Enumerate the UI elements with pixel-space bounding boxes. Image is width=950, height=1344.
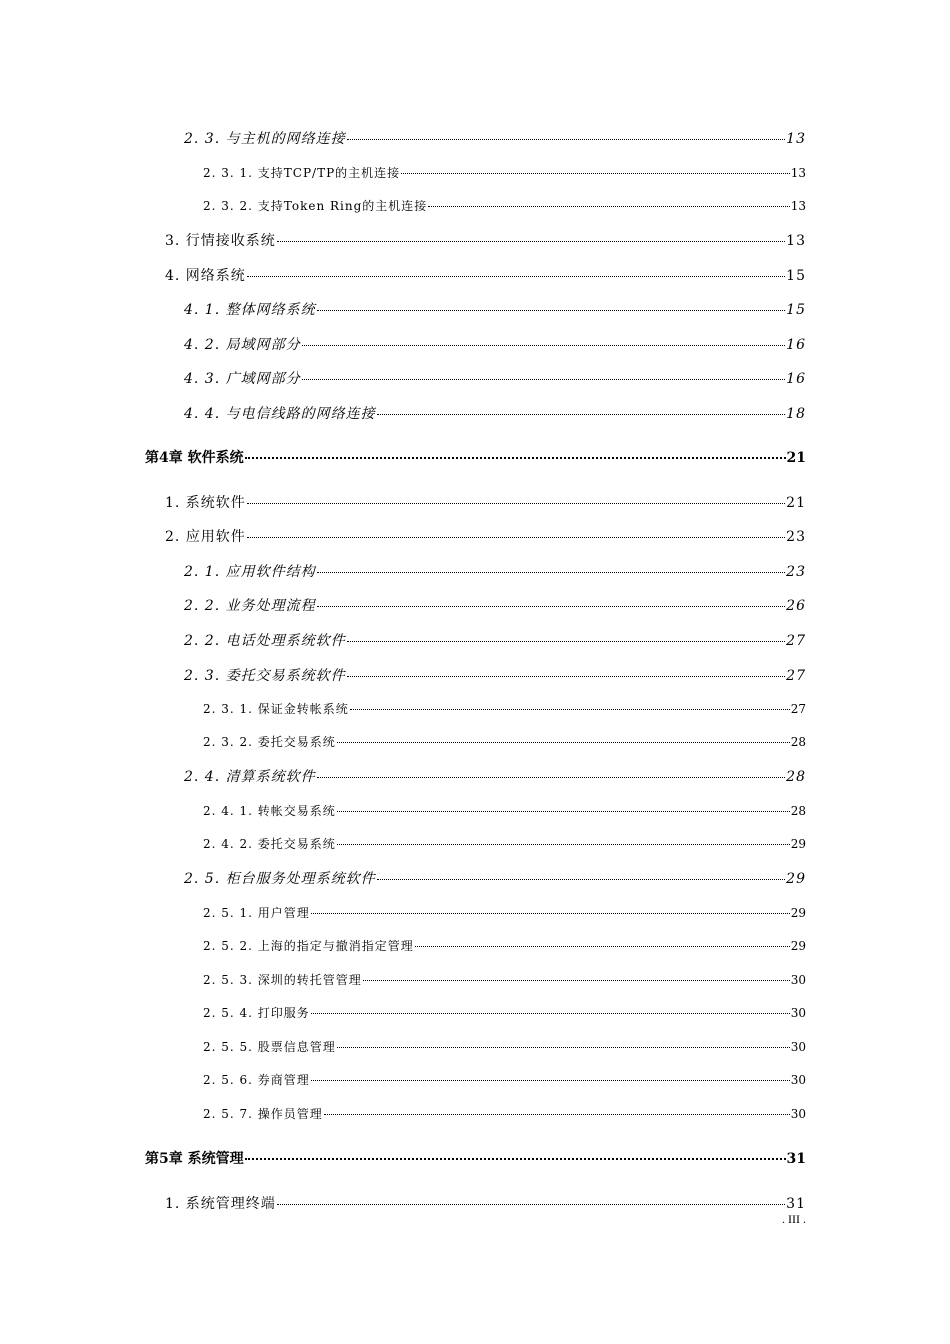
toc-entry-page: 27 <box>786 633 806 649</box>
toc-entry-page: 16 <box>786 371 806 387</box>
toc-entry-page: 18 <box>786 406 806 422</box>
dot-leader <box>317 606 786 607</box>
dot-leader <box>317 310 786 311</box>
toc-entry-label: 2. 3. 2. 支持Token Ring的主机连接 <box>203 199 428 213</box>
toc-entry-label: 4. 2. 局域网部分 <box>184 337 301 353</box>
dot-leader <box>363 980 790 981</box>
toc-entry-page: 23 <box>786 564 806 580</box>
dot-leader <box>245 457 786 459</box>
toc-entry-page: 30 <box>790 1073 806 1087</box>
dot-leader <box>337 1047 790 1048</box>
toc-entry-page: 29 <box>790 837 806 851</box>
toc-entry-label: 2. 5. 3. 深圳的转托管管理 <box>203 973 362 987</box>
toc-entry[interactable] <box>184 128 806 148</box>
toc-entry-label: 第5章 系统管理 <box>145 1151 244 1167</box>
toc-entry-label: 1. 系统管理终端 <box>165 1196 276 1212</box>
toc-entry-page: 13 <box>790 199 806 213</box>
toc-entry-label: 4. 4. 与电信线路的网络连接 <box>184 406 376 422</box>
toc-entry-label: 2. 5. 5. 股票信息管理 <box>203 1040 336 1054</box>
dot-leader <box>347 676 786 677</box>
toc-entry-page: 28 <box>790 735 806 749</box>
dot-leader <box>377 414 786 415</box>
toc-entry-label: 1. 系统软件 <box>165 495 246 511</box>
toc-entry[interactable] <box>203 904 806 921</box>
toc-entry-page: 13 <box>790 166 806 180</box>
toc-entry[interactable] <box>203 971 806 988</box>
toc-entry-page: 30 <box>790 1040 806 1054</box>
toc-entry-label: 2. 3. 2. 委托交易系统 <box>203 735 336 749</box>
toc-entry[interactable] <box>184 403 806 423</box>
toc-entry-page: 21 <box>786 495 806 511</box>
toc-entry-page: 27 <box>790 702 806 716</box>
dot-leader <box>247 276 785 277</box>
toc-entry-label: 2. 4. 清算系统软件 <box>184 769 316 785</box>
toc-entry[interactable] <box>203 164 806 181</box>
toc-entry[interactable] <box>203 1004 806 1021</box>
toc-entry[interactable] <box>184 665 806 685</box>
toc-entry-page: 30 <box>790 1006 806 1020</box>
toc-entry-page: 15 <box>786 302 806 318</box>
toc-entry-label: 3. 行情接收系统 <box>165 233 276 249</box>
toc-entry-label: 2. 5. 柜台服务处理系统软件 <box>184 871 376 887</box>
page-number-footer: . III . <box>782 1212 806 1226</box>
dot-leader <box>311 913 790 914</box>
toc-entry-label: 2. 4. 2. 委托交易系统 <box>203 837 336 851</box>
toc-entry[interactable] <box>203 700 806 717</box>
toc-entry[interactable] <box>184 334 806 354</box>
dot-leader <box>347 139 786 140</box>
toc-entry[interactable] <box>203 197 806 214</box>
toc-entry-page: 23 <box>786 529 806 545</box>
toc-entry[interactable] <box>165 492 806 512</box>
toc-entry[interactable] <box>165 1193 806 1213</box>
toc-entry-page: 16 <box>786 337 806 353</box>
toc-entry-label: 2. 2. 业务处理流程 <box>184 598 316 614</box>
toc-entry-page: 13 <box>786 233 806 249</box>
toc-entry-page: 28 <box>786 769 806 785</box>
dot-leader <box>337 811 790 812</box>
toc-entry-page: 31 <box>786 1151 806 1167</box>
toc-entry-page: 15 <box>786 268 806 284</box>
dot-leader <box>337 742 790 743</box>
toc-entry-page: 27 <box>786 668 806 684</box>
toc-entry[interactable] <box>203 1105 806 1122</box>
dot-leader <box>350 709 790 710</box>
toc-entry-label: 2. 应用软件 <box>165 529 246 545</box>
toc-entry-label: 2. 5. 2. 上海的指定与撤消指定管理 <box>203 939 414 953</box>
dot-leader <box>324 1114 790 1115</box>
dot-leader <box>247 537 785 538</box>
dot-leader <box>277 1204 785 1205</box>
toc-entry-page: 29 <box>786 871 806 887</box>
toc-entry-label: 2. 5. 6. 券商管理 <box>203 1073 310 1087</box>
dot-leader <box>277 241 785 242</box>
toc-entry-label: 2. 1. 应用软件结构 <box>184 564 316 580</box>
toc-entry-label: 2. 4. 1. 转帐交易系统 <box>203 804 336 818</box>
dot-leader <box>311 1013 790 1014</box>
toc-entry[interactable] <box>203 1038 806 1055</box>
dot-leader <box>428 206 789 207</box>
toc-entry[interactable] <box>203 802 806 819</box>
toc-entry[interactable] <box>203 1071 806 1088</box>
toc-entry-page: 29 <box>790 906 806 920</box>
dot-leader <box>302 379 786 380</box>
toc-entry-label: 第4章 软件系统 <box>145 450 244 466</box>
toc-entry[interactable] <box>184 630 806 650</box>
toc-entry-label: 4. 网络系统 <box>165 268 246 284</box>
dot-leader <box>415 946 790 947</box>
toc-entry-page: 21 <box>786 450 806 466</box>
dot-leader <box>302 345 786 346</box>
toc-entry[interactable] <box>184 561 806 581</box>
toc-entry[interactable] <box>203 733 806 750</box>
toc-entry-page: 30 <box>790 1107 806 1121</box>
toc-entry-label: 2. 3. 1. 支持TCP/TP的主机连接 <box>203 166 401 180</box>
toc-entry[interactable] <box>184 868 806 888</box>
toc-entry-label: 4. 1. 整体网络系统 <box>184 302 316 318</box>
toc-chapter-entry[interactable] <box>145 1148 806 1168</box>
toc-entry-label: 2. 5. 1. 用户管理 <box>203 906 310 920</box>
dot-leader <box>245 1158 786 1160</box>
toc-entry-label: 4. 3. 广域网部分 <box>184 371 301 387</box>
dot-leader <box>247 503 785 504</box>
dot-leader <box>317 777 786 778</box>
toc-entry-label: 2. 3. 委托交易系统软件 <box>184 668 346 684</box>
toc-entry-label: 2. 5. 4. 打印服务 <box>203 1006 310 1020</box>
dot-leader <box>347 641 786 642</box>
toc-entry[interactable] <box>184 299 806 319</box>
toc-entry-label: 2. 2. 电话处理系统软件 <box>184 633 346 649</box>
toc-entry[interactable] <box>165 265 806 285</box>
toc-entry-page: 30 <box>790 973 806 987</box>
toc-entry[interactable] <box>203 835 806 852</box>
dot-leader <box>317 572 786 573</box>
toc-entry-page: 13 <box>786 131 806 147</box>
dot-leader <box>401 173 790 174</box>
toc-entry-page: 26 <box>786 598 806 614</box>
toc-entry[interactable] <box>184 766 806 786</box>
toc-entry[interactable] <box>165 526 806 546</box>
toc-entry[interactable] <box>184 595 806 615</box>
toc-entry-label: 2. 3. 1. 保证金转帐系统 <box>203 702 349 716</box>
dot-leader <box>311 1080 790 1081</box>
toc-entry-page: 31 <box>786 1196 806 1212</box>
toc-entry-page: 29 <box>790 939 806 953</box>
toc-entry[interactable] <box>203 937 806 954</box>
toc-chapter-entry[interactable] <box>145 447 806 467</box>
toc-entry[interactable] <box>165 230 806 250</box>
toc-entry[interactable] <box>184 368 806 388</box>
toc-entry-page: 28 <box>790 804 806 818</box>
toc-entry-label: 2. 5. 7. 操作员管理 <box>203 1107 323 1121</box>
dot-leader <box>337 844 790 845</box>
dot-leader <box>377 879 786 880</box>
toc-entry-label: 2. 3. 与主机的网络连接 <box>184 131 346 147</box>
